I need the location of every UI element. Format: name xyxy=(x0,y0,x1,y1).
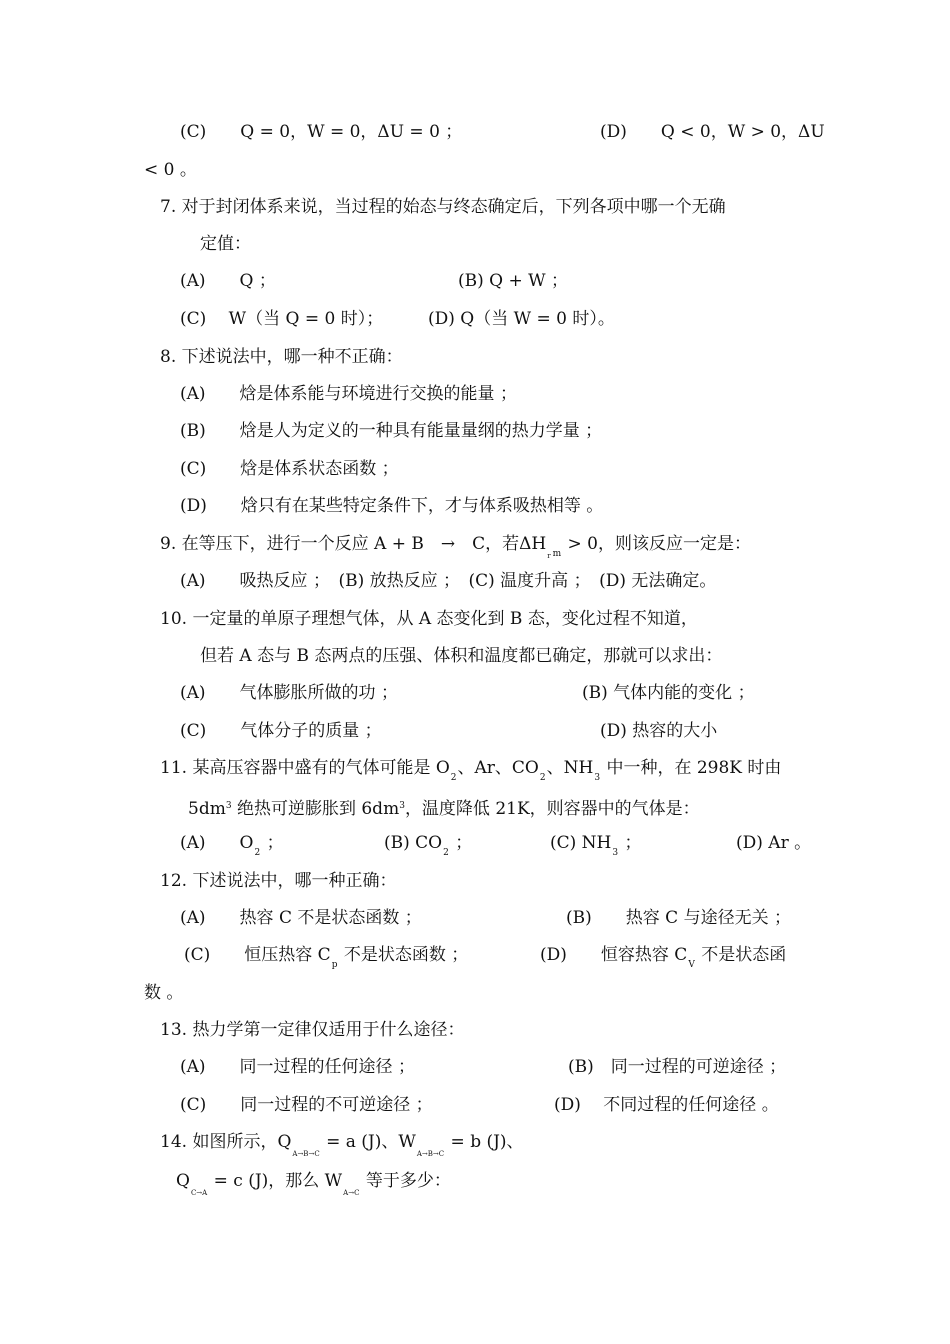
q-subscript-ca: C→A xyxy=(190,1189,208,1197)
q12-option-b: (B) 热容 C 与途径无关 ； xyxy=(566,908,791,928)
q10-option-c: (C) 气体分子的质量 ； xyxy=(180,721,382,741)
q11-stem-continued xyxy=(188,795,700,820)
q12-option-d-end: 不是状态函 xyxy=(695,945,787,965)
q8-option-a: (A) 焓是体系能与环境进行交换的能量 ； xyxy=(180,384,517,404)
q14-stem-part: = b (J)、 xyxy=(445,1132,524,1152)
q7-option-c: (C) W（当 Q = 0 时）； xyxy=(180,309,384,329)
q10-stem-continued: 但若 A 态与 B 态两点的压强、体积和温度都已确定，那就可以求出： xyxy=(200,646,723,666)
q7-stem: 7. 对于封闭体系来说，当过程的始态与终态确定后，下列各项中哪一个无确 xyxy=(160,197,726,217)
q7-option-d: (D) Q（当 W = 0 时）。 xyxy=(428,309,615,329)
q13-stem: 13. 热力学第一定律仅适用于什么途径： xyxy=(160,1020,465,1040)
q10-option-d: (D) 热容的大小 xyxy=(600,721,718,741)
q11-option-c xyxy=(550,832,642,864)
q11-option-b-end: ； xyxy=(449,833,473,853)
q13-option-a: (A) 同一过程的任何途径 ； xyxy=(180,1057,415,1077)
q11-cont-part: ，温度降低 21K，则容器中的气体是： xyxy=(404,799,700,819)
q13-option-d: (D) 不同过程的任何途径 。 xyxy=(554,1095,779,1115)
q11-cont-part: 绝热可逆膨胀到 6dm xyxy=(231,799,400,819)
cp-subscript: p xyxy=(331,960,338,970)
q7-option-a: (A) Q ； xyxy=(180,271,276,291)
w-subscript-ac: A→C xyxy=(343,1189,360,1197)
q11-option-d: (D) Ar 。 xyxy=(736,833,812,853)
q11-option-a-end: ； xyxy=(261,833,284,853)
enthalpy-symbol: H xyxy=(531,534,547,554)
q8-stem: 8. 下述说法中，哪一种不正确： xyxy=(160,347,403,367)
q14-line2-part: 等于多少： xyxy=(360,1171,451,1191)
q11-stem xyxy=(160,757,781,789)
q6-option-d: (D) Q < 0，W > 0，ΔU xyxy=(600,122,825,142)
q12-option-d xyxy=(540,944,786,976)
q11-stem-part: 、NH xyxy=(546,758,594,778)
enthalpy-subscript-r: r xyxy=(547,552,551,560)
q13-option-b: (B) 同一过程的可逆途径 ； xyxy=(568,1057,787,1077)
q14-stem-part: = a (J)、W xyxy=(320,1132,416,1152)
q14-line2-part: = c (J)，那么 W xyxy=(208,1171,343,1191)
q12-option-c-end: 不是状态函数 ； xyxy=(338,945,469,965)
q12-option-c-text: (C) 恒压热容 C xyxy=(184,945,331,965)
cv-subscript: V xyxy=(688,960,695,970)
enthalpy-subscript-m: m xyxy=(552,549,562,559)
o2-subscript: 2 xyxy=(254,848,261,858)
q12-option-d-continued: 数 。 xyxy=(144,983,184,1003)
q7-option-b: (B) Q + W ； xyxy=(458,271,569,291)
q12-stem: 12. 下述说法中，哪一种正确： xyxy=(160,871,397,891)
q11-stem-part: 11. 某高压容器中盛有的气体可能是 O xyxy=(160,758,450,778)
nh3-subscript: 3 xyxy=(594,773,601,783)
q-subscript-abc: A→B→C xyxy=(292,1150,320,1158)
q9-stem-part: 9. 在等压下，进行一个反应 A + B → C，若Δ xyxy=(160,534,532,554)
q10-option-b: (B) 气体内能的变化 ； xyxy=(582,683,755,703)
co2-subscript: 2 xyxy=(443,848,449,858)
q11-cont-part: 5dm xyxy=(188,799,226,819)
q12-option-a: (A) 热容 C 不是状态函数 ； xyxy=(180,908,422,928)
q14-line2-part: Q xyxy=(176,1171,190,1191)
q8-option-b: (B) 焓是人为定义的一种具有能量量纲的热力学量 ； xyxy=(180,421,603,441)
q11-option-c-end: ； xyxy=(619,833,642,853)
w-subscript-abc: A→B→C xyxy=(416,1150,445,1158)
q7-stem-continued: 定值： xyxy=(200,234,251,254)
q11-option-c-text: (C) NH xyxy=(550,833,612,853)
q10-stem: 10. 一定量的单原子理想气体，从 A 态变化到 B 态，变化过程不知道， xyxy=(160,609,698,629)
q8-option-d: (D) 焓只有在某些特定条件下，才与体系吸热相等 。 xyxy=(180,496,604,516)
q6-option-c: (C) Q = 0，W = 0，ΔU = 0 ； xyxy=(180,122,463,142)
q11-stem-part: 中一种，在 298K 时由 xyxy=(601,758,782,778)
q6-option-d-continued: < 0 。 xyxy=(144,160,197,180)
q9-options: (A) 吸热反应 ； (B) 放热反应 ； (C) 温度升高 ； (D) 无法确定。 xyxy=(180,571,717,591)
dm3-superscript: 3 xyxy=(225,801,232,811)
q12-option-c xyxy=(184,944,468,976)
q9-stem-part: > 0，则该反应一定是： xyxy=(562,534,751,554)
co2-subscript: 2 xyxy=(539,773,546,783)
q10-option-a: (A) 气体膨胀所做的功 ； xyxy=(180,683,398,703)
q14-stem xyxy=(160,1131,524,1165)
dm3-superscript: 3 xyxy=(399,801,405,811)
q9-stem xyxy=(160,533,751,567)
q8-option-c: (C) 焓是体系状态函数 ； xyxy=(180,459,399,479)
q11-option-b xyxy=(384,832,472,864)
q11-option-a-text: (A) O xyxy=(180,833,254,853)
q11-option-b-text: (B) CO xyxy=(384,833,443,853)
q14-stem-part: 14. 如图所示，Q xyxy=(160,1132,292,1152)
q13-option-c: (C) 同一过程的不可逆途径 ； xyxy=(180,1095,433,1115)
nh3-subscript: 3 xyxy=(612,848,619,858)
q12-option-d-text: (D) 恒容热容 C xyxy=(540,945,688,965)
q11-stem-part: 、Ar、CO xyxy=(457,758,539,778)
o2-subscript: 2 xyxy=(450,773,457,783)
q11-option-a xyxy=(180,832,284,864)
q14-stem-continued xyxy=(176,1170,451,1204)
